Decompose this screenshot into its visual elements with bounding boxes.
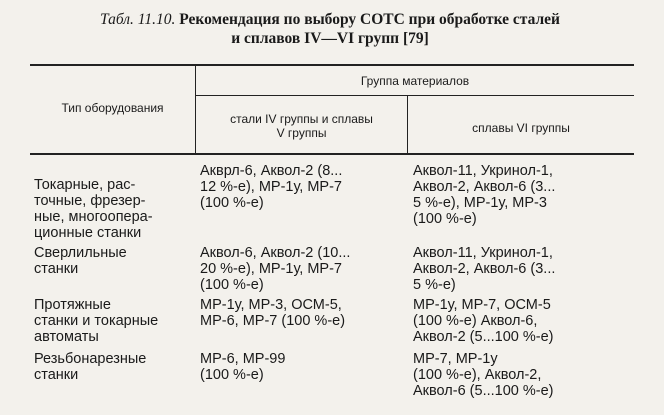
row-1-steel-line: Акврл-6, Аквол-2 (8... xyxy=(200,163,343,179)
row-3-alloy-line: МР-1у, МР-7, ОСМ-5 xyxy=(413,297,551,313)
row-1-steel xyxy=(200,163,342,211)
row-3-steel-line: МР-1у, МР-3, ОСМ-5, xyxy=(200,297,342,313)
table-top-rule xyxy=(30,64,634,66)
row-1-equipment-line: Токарные, рас- xyxy=(34,177,136,193)
row-4-equipment xyxy=(34,351,146,383)
row-1-equipment-line: ные, многоопера- xyxy=(34,209,153,225)
row-1-steel-line: (100 %-е) xyxy=(200,195,264,211)
row-2-equipment-line: Сверлильные xyxy=(34,245,127,261)
row-4-alloy-line: (100 %-е), Аквол-2, xyxy=(413,367,542,383)
header-bottom-rule xyxy=(30,153,634,155)
row-4-alloy-line: МР-7, МР-1у xyxy=(413,351,498,367)
header-alloy-group: сплавы VI группы xyxy=(472,121,570,135)
header-equipment-type: Тип оборудования xyxy=(61,101,164,115)
row-2-alloy xyxy=(413,245,555,293)
row-4-equipment-line: станки xyxy=(34,367,79,383)
row-3-steel xyxy=(200,297,345,329)
row-3-alloy-line: Аквол-2 (5...100 %-е) xyxy=(413,329,554,345)
row-4-steel-line: (100 %-е) xyxy=(200,367,264,383)
table-caption xyxy=(10,10,650,48)
header-steel-group-line-1: стали IV группы и сплавы xyxy=(230,112,373,126)
row-4-alloy xyxy=(413,351,554,399)
row-4-steel-line: МР-6, МР-99 xyxy=(200,351,286,367)
row-1-equipment xyxy=(34,177,153,241)
row-3-steel-line: МР-6, МР-7 (100 %-е) xyxy=(200,313,346,329)
row-3-equipment-line: станки и токарные xyxy=(34,313,159,329)
caption-line-1: Рекомендация по выбору СОТС при обработке сталей xyxy=(179,11,560,28)
row-4-equipment-line: Резьбонарезные xyxy=(34,351,147,367)
row-1-equipment-line: точные, фрезер- xyxy=(34,193,146,209)
row-2-steel-line: Аквол-6, Аквол-2 (10... xyxy=(200,245,351,261)
row-4-steel xyxy=(200,351,285,383)
row-1-steel-line: 12 %-е), МР-1у, МР-7 xyxy=(200,179,342,195)
row-2-alloy-line: Аквол-2, Аквол-6 (3... xyxy=(413,261,556,277)
header-material-group: Группа материалов xyxy=(360,74,470,88)
row-1-alloy-line: (100 %-е) xyxy=(413,211,477,227)
caption-line-2: и сплавов IV—VI групп [79] xyxy=(231,30,429,47)
row-1-alloy-line: Аквол-2, Аквол-6 (3... xyxy=(413,179,556,195)
row-3-alloy-line: (100 %-е) Аквол-6, xyxy=(413,313,538,329)
row-2-steel-line: 20 %-е), МР-1у, МР-7 xyxy=(200,261,342,277)
header-mid-rule xyxy=(195,95,634,96)
row-3-equipment xyxy=(34,297,158,345)
row-2-steel xyxy=(200,245,350,293)
row-2-equipment xyxy=(34,245,127,277)
row-2-alloy-line: Аквол-11, Укринол-1, xyxy=(413,245,553,261)
row-2-alloy-line: 5 %-е) xyxy=(413,277,456,293)
row-4-alloy-line: Аквол-6 (5...100 %-е) xyxy=(413,383,554,399)
row-3-equipment-line: Протяжные xyxy=(34,297,111,313)
row-1-equipment-line: ционные станки xyxy=(34,225,142,241)
header-steel-group-line-2: V группы xyxy=(276,126,327,140)
row-2-equipment-line: станки xyxy=(34,261,79,277)
row-1-alloy xyxy=(413,163,555,227)
header-steel-group xyxy=(196,112,407,140)
table-number: Табл. 11.10. xyxy=(100,11,176,28)
row-1-alloy-line: 5 %-е), МР-1у, МР-3 xyxy=(413,195,547,211)
row-3-equipment-line: автоматы xyxy=(34,329,99,345)
row-3-alloy xyxy=(413,297,554,345)
row-1-alloy-line: Аквол-11, Укринол-1, xyxy=(413,163,553,179)
row-2-steel-line: (100 %-е) xyxy=(200,277,264,293)
